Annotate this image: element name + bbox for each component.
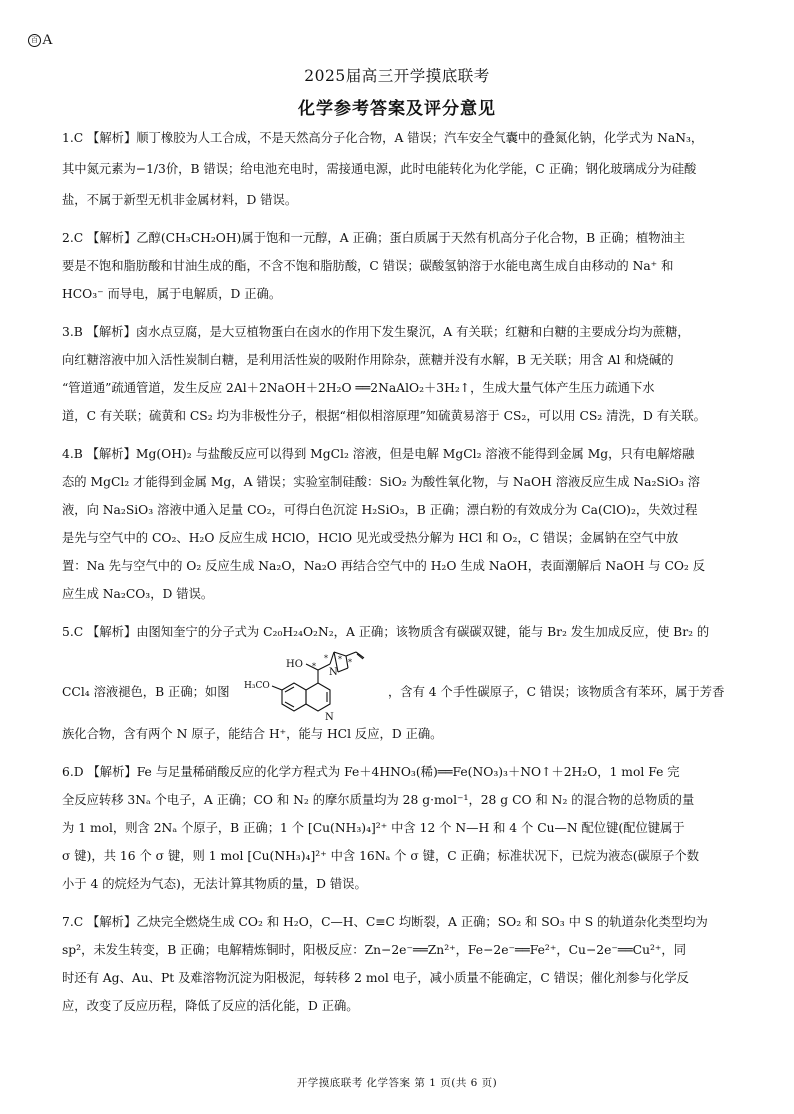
text-line: “管道通”疏通管道，发生反应 2Al＋2NaOH＋2H₂O ══2NaAlO₂＋3H₂↑，生成大量气体产生压力疏通下水: [62, 381, 655, 395]
text-line: 小于 4 的烷烃为气态)，无法计算其物质的量，D 错误。: [62, 877, 367, 891]
text-line: 4.B 【解析】Mg(OH)₂ 与盐酸反应可以得到 MgCl₂ 溶液，但是电解 MgCl₂ 溶液不能得到金属 Mg，只有电解熔融: [62, 447, 695, 461]
text-line: 全反应转移 3Nₐ 个电子，A 正确；CO 和 N₂ 的摩尔质量均为 28 g·mol⁻¹，28 g CO 和 N₂ 的混合物的总物质的量: [62, 793, 695, 807]
answer-item-5: [62, 618, 742, 748]
answer-item-2: [62, 224, 742, 308]
text-line: sp²，未发生转变，B 正确；电解精炼铜时，阳极反应：Zn−2e⁻══Zn²⁺，Fe−2e⁻══Fe²⁺，Cu−2e⁻══Cu²⁺，同: [62, 943, 687, 957]
answer-item-1: [62, 124, 742, 214]
answer-item-3: [62, 318, 742, 430]
page-title: 2025届高三开学摸底联考: [304, 67, 490, 85]
answer-content: [62, 124, 742, 1030]
text-line: 是先与空气中的 CO₂、H₂O 反应生成 HClO，HClO 见光或受热分解为 HCl 和 O₂，C 错误；金属钠在空气中放: [62, 531, 679, 545]
text-line: 应生成 Na₂CO₃，D 错误。: [62, 587, 214, 601]
text-line: 要是不饱和脂肪酸和甘油生成的酯，不含不饱和脂肪酸，C 错误；碳酸氢钠溶于水能电离生成自由移动的 Na⁺ 和: [62, 259, 674, 273]
text-line: 5.C 【解析】由图知奎宁的分子式为 C₂₀H₂₄O₂N₂，A 正确；该物质含有碳碳双键，能与 Br₂ 发生加成反应，使 Br₂ 的: [62, 625, 710, 639]
text-line: 态的 MgCl₂ 才能得到金属 Mg，A 错误；实验室制硅酸：SiO₂ 为酸性氧化物，与 NaOH 溶液反应生成 Na₂SiO₃ 溶: [62, 475, 701, 489]
text-line-before-structure: CCl₄ 溶液褪色，B 正确；如图: [62, 685, 230, 699]
text-line-after-structure: ，含有 4 个手性碳原子，C 错误；该物质含有苯环，属于芳香: [388, 685, 725, 699]
text-line: σ 键)，共 16 个 σ 键，则 1 mol [Cu(NH₃)₄]²⁺ 中含 16Nₐ 个 σ 键，C 正确；标准状况下，已烷为液态(碳原子个数: [62, 849, 700, 863]
text-line: 3.B 【解析】卤水点豆腐，是大豆植物蛋白在卤水的作用下发生聚沉，A 有关联；红糖和白糖的主要成分均为蔗糖，: [62, 325, 690, 339]
chiral-star: *: [348, 658, 352, 667]
hydroxyl-label: HO: [286, 659, 303, 670]
text-line: 7.C 【解析】乙炔完全燃烧生成 CO₂ 和 H₂O，C—H、C≡C 均断裂，A 正确；SO₂ 和 SO₃ 中 S 的轨道杂化类型均为: [62, 915, 708, 929]
text-line: 盐，不属于新型无机非金属材料，D 错误。: [62, 193, 298, 207]
methoxy-label: H₃CO: [244, 681, 270, 691]
text-line: 6.D 【解析】Fe 与足量稀硝酸反应的化学方程式为 Fe＋4HNO₃(稀)══Fe(NO₃)₃＋NO↑＋2H₂O，1 mol Fe 完: [62, 765, 680, 779]
text-line: 为 1 mol，则含 2Nₐ 个原子，B 正确；1 个 [Cu(NH₃)₄]²⁺ 中含 12 个 N—H 和 4 个 Cu—N 配位键(配位键属于: [62, 821, 685, 835]
text-line: 1.C 【解析】顺丁橡胶为人工合成，不是天然高分子化合物，A 错误；汽车安全气囊中的叠氮化钠，化学式为 NaN₃，: [62, 131, 704, 145]
answer-item-7: [62, 908, 742, 1020]
page-footer: 开学摸底联考 化学答案 第 1 页(共 6 页): [296, 1077, 498, 1089]
answer-item-4: [62, 440, 742, 608]
chiral-star: *: [312, 662, 316, 671]
text-line: 道，C 有关联；硫黄和 CS₂ 均为非极性分子，根据“相似相溶原理”知硫黄易溶于 CS₂，可以用 CS₂ 清洗，D 有关联。: [62, 409, 706, 423]
ring-nitrogen-label: N: [329, 667, 338, 678]
paper-version-letter: A: [42, 32, 53, 48]
text-line: 置：Na 先与空气中的 O₂ 反应生成 Na₂O，Na₂O 再结合空气中的 H₂O 生成 NaOH，表面潮解后 NaOH 与 CO₂ 反: [62, 559, 706, 573]
structure-row: [62, 646, 742, 723]
text-line: 应，改变了反应历程，降低了反应的活化能，D 正确。: [62, 999, 359, 1013]
quinoline-nitrogen-label: N: [325, 712, 334, 723]
text-line: 向红糖溶液中加入活性炭制白糖，是利用活性炭的吸附作用除杂，蔗糖并没有水解，B 无关联；用含 Al 和烧碱的: [62, 353, 674, 367]
circled-glyph: 百: [28, 34, 41, 47]
text-line: 其中氮元素为−1/3价，B 错误；给电池充电时，需接通电源，此时电能转化为化学能，C 正确；钢化玻璃成分为硅酸: [62, 162, 697, 176]
chiral-star: *: [324, 654, 328, 663]
text-line: 2.C 【解析】乙醇(CH₃CH₂OH)属于饱和一元醇，A 正确；蛋白质属于天然有机高分子化合物，B 正确；植物油主: [62, 231, 686, 245]
answer-item-6: [62, 758, 742, 898]
text-line: HCO₃⁻ 而导电，属于电解质，D 正确。: [62, 287, 282, 301]
text-line: 时还有 Ag、Au、Pt 及难溶物沉淀为阳极泥，每转移 2 mol 电子，减小质量不能确定，C 错误；催化剂参与化学反: [62, 971, 689, 985]
exam-code-mark: [28, 32, 53, 49]
text-line: 液，向 Na₂SiO₃ 溶液中通入足量 CO₂，可得白色沉淀 H₂SiO₃，B 正确；漂白粉的有效成分为 Ca(ClO)₂，失效过程: [62, 503, 698, 517]
chiral-star: *: [338, 655, 342, 664]
page-subtitle: 化学参考答案及评分意见: [298, 99, 496, 119]
text-line: 族化合物，含有两个 N 原子，能结合 H⁺，能与 HCl 反应，D 正确。: [62, 727, 443, 741]
quinine-structure-figure: [238, 646, 378, 728]
